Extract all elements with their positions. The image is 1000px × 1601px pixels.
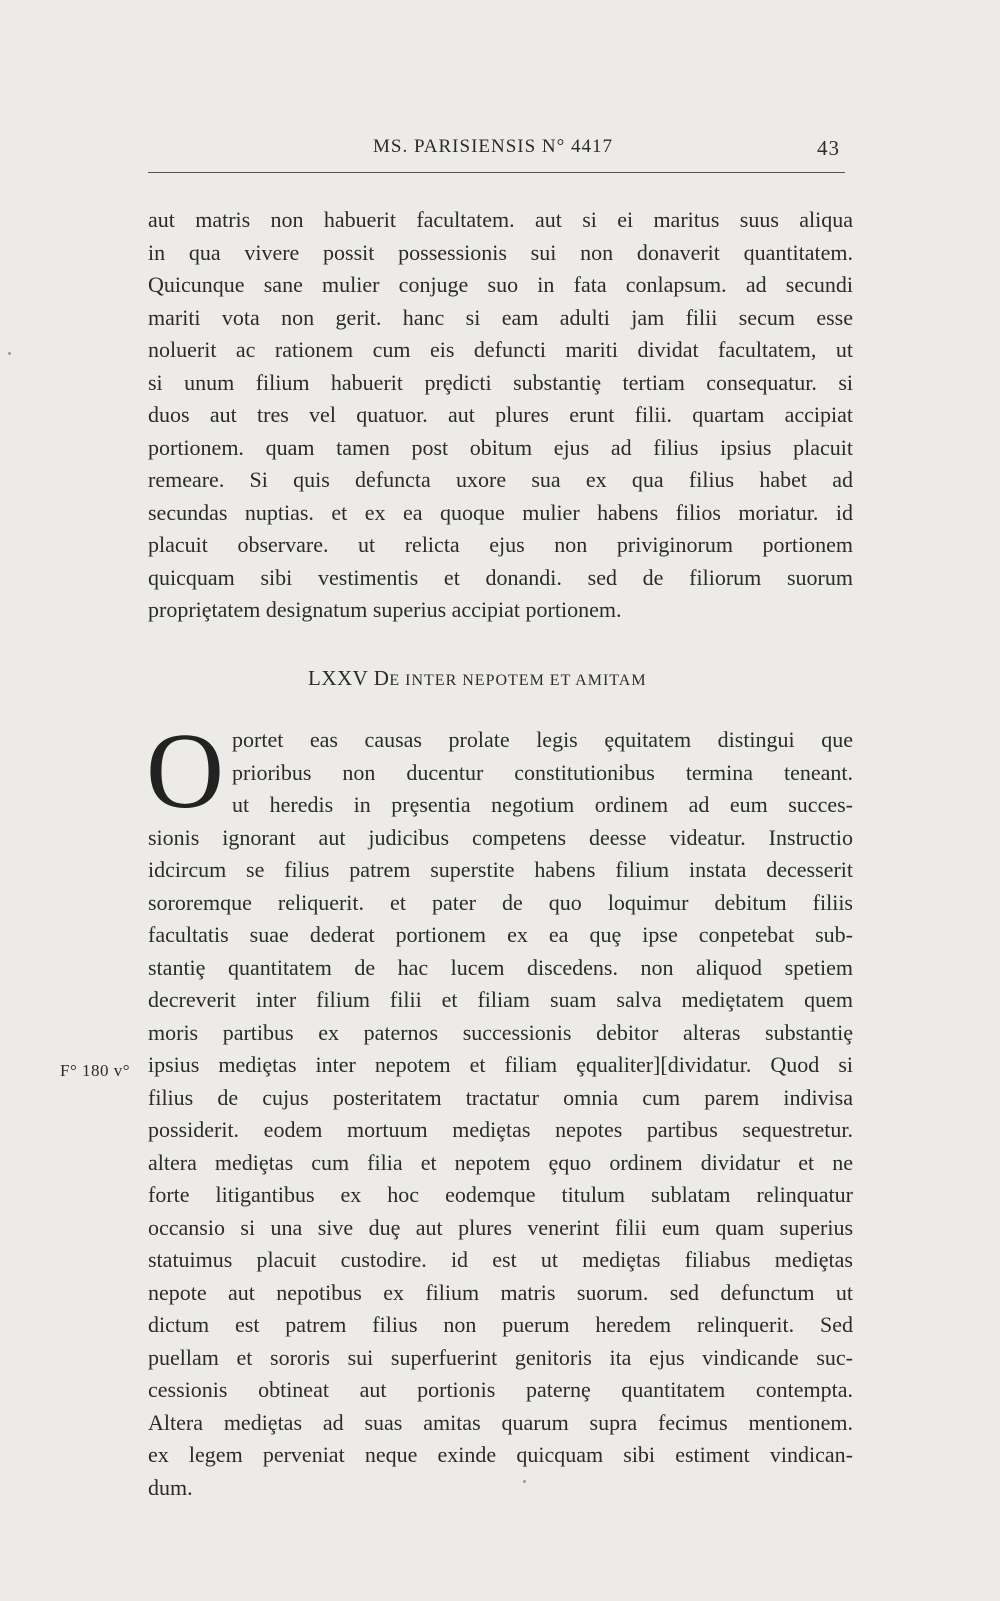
page-number: 43 (817, 136, 840, 160)
text-line: cessionis obtineat aut portionis paternȩ quantitatem contempta. (148, 1377, 853, 1402)
text-line: mariti vota non gerit. hanc si eam adulti jam filii secum esse (148, 304, 853, 330)
text-line: filius de cujus posteritatem tractatur omnia cum parem indivisa (148, 1084, 853, 1110)
text-line: sororemque reliquerit. et pater de quo loquimur debitum filiis (148, 889, 853, 915)
text-line: portionem. quam tamen post obitum ejus ad filius ipsius placuit (148, 434, 853, 460)
text-line: possiderit. eodem mortuum mediȩtas nepotes partibus sequestretur. (148, 1117, 853, 1142)
folio-margin-note: F° 180 v° (60, 1061, 131, 1080)
section-heading (308, 666, 647, 691)
text-line: aut matris non habuerit facultatem. aut si ei maritus suus aliqua (148, 207, 853, 232)
text-line: facultatis suae dederat portionem ex ea quȩ ipse conpetebat sub- (148, 922, 853, 947)
running-header (148, 136, 848, 166)
text-line: duos aut tres vel quatuor. aut plures erunt filii. quartam accipiat (148, 402, 853, 427)
text-line: placuit observare. ut relicta ejus non priviginorum portionem (148, 532, 853, 557)
paragraph-1 (148, 204, 853, 627)
header-rule (148, 172, 845, 173)
text-line: remeare. Si quis defuncta uxore sua ex qua filius habet ad (148, 467, 853, 492)
text-line: prioribus non ducentur constitutionibus termina teneant. (232, 759, 853, 785)
text-line: puellam et sororis sui superfuerint genitoris ita ejus vindicande suc- (148, 1344, 853, 1370)
section-numeral: LXXV (308, 666, 368, 690)
text-line: ipsius mediȩtas inter nepotem et filiam ȩqualiter][dividatur. Quod si (148, 1052, 853, 1077)
text-line: nepote aut nepotibus ex filium matris suorum. sed defunctum ut (148, 1279, 853, 1305)
text-line: Altera mediȩtas ad suas amitas quarum supra fecimus mentionem. (148, 1409, 853, 1435)
section-title: E INTER NEPOTEM ET AMITAM (389, 672, 647, 689)
paragraph-2 (146, 712, 853, 1504)
section-title-initial: D (373, 666, 390, 690)
text-line: statuimus placuit custodire. id est ut mediȩtas filiabus mediȩtas (148, 1247, 853, 1272)
text-line: portet eas causas prolate legis ȩquitatem distingui que (232, 727, 853, 752)
text-line: propriȩtatem designatum superius accipiat portionem. (148, 597, 622, 622)
header-title: MS. PARISIENSIS N° 4417 (373, 136, 614, 157)
text-line: in qua vivere possit possessionis sui non donaverit quantitatem. (148, 239, 853, 265)
text-line: occansio si una sive duȩ aut plures venerint filii eum quam superius (148, 1214, 853, 1240)
text-line: noluerit ac rationem cum eis defuncti mariti dividat facultatem, ut (148, 337, 853, 362)
text-line: secundas nuptias. et ex ea quoque mulier habens filios moriatur. id (148, 499, 853, 525)
text-line: Quicunque sane mulier conjuge suo in fata conlapsum. ad secundi (148, 272, 853, 297)
text-line: si unum filium habuerit prȩdicti substantiȩ tertiam consequatur. si (148, 369, 853, 395)
text-line: forte litigantibus ex hoc eodemque titulum sublatam relinquatur (148, 1182, 853, 1207)
text-line: dum. (148, 1474, 193, 1500)
paper-speck (8, 352, 11, 355)
drop-cap: O (146, 712, 224, 831)
text-line: decreverit inter filium filii et filiam suam salva mediȩtatem quem (148, 987, 853, 1012)
paper-speck (523, 1480, 526, 1483)
text-line: dictum est patrem filius non puerum heredem relinquerit. Sed (148, 1312, 853, 1337)
text-line: quicquam sibi vestimentis et donandi. sed de filiorum suorum (148, 564, 853, 590)
text-line: ut heredis in prȩsentia negotium ordinem ad eum succes- (232, 792, 853, 817)
text-line: ex legem perveniat neque exinde quicquam sibi estiment vindican- (148, 1442, 853, 1467)
text-line: stantiȩ quantitatem de hac lucem discedens. non aliquod spetiem (148, 954, 853, 980)
text-line: idcircum se filius patrem superstite habens filium instata decesserit (148, 857, 853, 882)
text-line: altera mediȩtas cum filia et nepotem ȩquo ordinem dividatur et ne (148, 1149, 853, 1175)
text-line: sionis ignorant aut judicibus competens deesse videatur. Instructio (148, 824, 853, 850)
text-line: moris partibus ex paternos successionis debitor alteras substantiȩ (148, 1019, 853, 1045)
